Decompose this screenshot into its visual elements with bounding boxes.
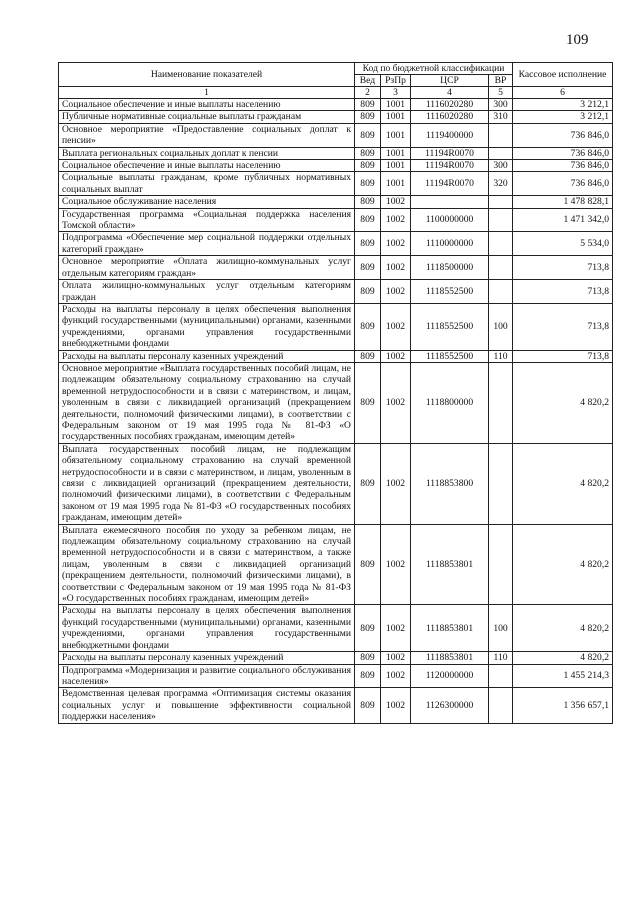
table-row: [59, 160, 613, 172]
row-rzpr: 1002: [381, 350, 411, 362]
row-rzpr: 1001: [381, 172, 411, 196]
row-vr: 320: [489, 172, 513, 196]
table-row: [59, 605, 613, 652]
table-row: [59, 362, 613, 443]
row-ved: 809: [355, 196, 381, 208]
row-vr: [489, 196, 513, 208]
row-sum: 736 846,0: [513, 160, 613, 172]
row-rzpr: 1002: [381, 362, 411, 443]
row-sum: 1 455 214,3: [513, 664, 613, 688]
row-csr: 1100000000: [411, 208, 489, 232]
row-csr: 1118853801: [411, 524, 489, 605]
row-csr: 1116020280: [411, 111, 489, 123]
row-vr: [489, 147, 513, 159]
row-vr: 300: [489, 160, 513, 172]
row-ved: 809: [355, 303, 381, 350]
row-name: Социальное обеспечение и иные выплаты населению: [59, 99, 355, 111]
row-sum: 4 820,2: [513, 605, 613, 652]
row-name: Выплата государственных пособий лицам, не подлежащим обязательному социальному страхованию на случай временной нетрудоспособности и в связи с материнством, и лицам, уволенным в связи с ликвидацией организаций (прекращением деятельности, полномочий физическими лицами), в соответствии с Федеральным законом от 19 мая 1995 года № 81-ФЗ «О государственных пособиях гражданам, имеющим детей»: [59, 443, 355, 524]
row-csr: 11194R0070: [411, 147, 489, 159]
row-ved: 809: [355, 664, 381, 688]
row-vr: [489, 688, 513, 723]
row-sum: 713,8: [513, 280, 613, 304]
row-csr: 1110000000: [411, 232, 489, 256]
row-ved: 809: [355, 123, 381, 147]
row-csr: 1118800000: [411, 362, 489, 443]
row-vr: [489, 123, 513, 147]
row-ved: 809: [355, 688, 381, 723]
row-ved: 809: [355, 160, 381, 172]
page-number: 109: [566, 32, 589, 48]
row-vr: [489, 208, 513, 232]
row-name: Расходы на выплаты персоналу казенных учреждений: [59, 652, 355, 664]
row-vr: 110: [489, 350, 513, 362]
row-ved: 809: [355, 605, 381, 652]
table-row: [59, 147, 613, 159]
header-sum: Кассовое исполнение: [513, 63, 613, 87]
header-name: Наименование показателей: [59, 63, 355, 87]
header-csr: ЦСР: [411, 75, 489, 87]
row-csr: 1119400000: [411, 123, 489, 147]
row-name: Подпрограмма «Модернизация и развитие социального обслуживания населения»: [59, 664, 355, 688]
row-vr: [489, 232, 513, 256]
row-ved: 809: [355, 280, 381, 304]
row-name: Основное мероприятие «Оплата жилищно-коммунальных услуг отдельным категориям граждан»: [59, 256, 355, 280]
row-sum: 713,8: [513, 350, 613, 362]
row-sum: 4 820,2: [513, 524, 613, 605]
row-csr: 1116020280: [411, 99, 489, 111]
row-vr: [489, 664, 513, 688]
row-ved: 809: [355, 99, 381, 111]
row-rzpr: 1002: [381, 652, 411, 664]
row-rzpr: 1001: [381, 111, 411, 123]
row-ved: 809: [355, 111, 381, 123]
row-ved: 809: [355, 350, 381, 362]
table-row: [59, 350, 613, 362]
header-vr: ВР: [489, 75, 513, 87]
header-code-group: Код по бюджетной классификации: [355, 63, 513, 75]
row-vr: [489, 280, 513, 304]
row-vr: 300: [489, 99, 513, 111]
table-row: [59, 303, 613, 350]
budget-table: [58, 62, 613, 724]
row-name: Социальное обслуживание населения: [59, 196, 355, 208]
row-ved: 809: [355, 524, 381, 605]
row-name: Государственная программа «Социальная поддержка населения Томской области»: [59, 208, 355, 232]
row-csr: 1120000000: [411, 664, 489, 688]
row-sum: 3 212,1: [513, 111, 613, 123]
row-sum: 736 846,0: [513, 123, 613, 147]
row-csr: 1118853801: [411, 652, 489, 664]
row-vr: 310: [489, 111, 513, 123]
row-csr: 1118552500: [411, 303, 489, 350]
row-vr: 100: [489, 303, 513, 350]
row-name: Социальные выплаты гражданам, кроме публичных нормативных социальных выплат: [59, 172, 355, 196]
row-ved: 809: [355, 232, 381, 256]
row-name: Расходы на выплаты персоналу в целях обеспечения выполнения функций государственными (муниципальными) органами, казенными учреждениями, органами управления государственными внебюджетными фондами: [59, 605, 355, 652]
row-name: Расходы на выплаты персоналу в целях обеспечения выполнения функций государственными (муниципальными) органами, казенными учреждениями, органами управления государственными внебюджетными фондами: [59, 303, 355, 350]
row-csr: 1126300000: [411, 688, 489, 723]
row-vr: [489, 256, 513, 280]
row-ved: 809: [355, 256, 381, 280]
row-sum: 736 846,0: [513, 172, 613, 196]
table-row: [59, 443, 613, 524]
row-ved: 809: [355, 362, 381, 443]
row-csr: 11194R0070: [411, 160, 489, 172]
row-csr: 1118552500: [411, 350, 489, 362]
row-rzpr: 1002: [381, 280, 411, 304]
row-sum: 4 820,2: [513, 652, 613, 664]
row-rzpr: 1002: [381, 208, 411, 232]
row-rzpr: 1002: [381, 524, 411, 605]
row-rzpr: 1001: [381, 99, 411, 111]
row-rzpr: 1002: [381, 688, 411, 723]
row-name: Ведомственная целевая программа «Оптимизация системы оказания социальных услуг и повышение эффективности социальной поддержки населения»: [59, 688, 355, 723]
row-sum: 1 471 342,0: [513, 208, 613, 232]
row-sum: 736 846,0: [513, 147, 613, 159]
row-rzpr: 1001: [381, 160, 411, 172]
header-num-3: 3: [381, 87, 411, 99]
table-row: [59, 688, 613, 723]
table-row: [59, 208, 613, 232]
row-name: Подпрограмма «Обеспечение мер социальной поддержки отдельных категорий граждан»: [59, 232, 355, 256]
header-num-2: 2: [355, 87, 381, 99]
row-ved: 809: [355, 147, 381, 159]
header-rzpr: РзПр: [381, 75, 411, 87]
table-row: [59, 280, 613, 304]
table-row: [59, 524, 613, 605]
row-sum: 4 820,2: [513, 443, 613, 524]
row-sum: 3 212,1: [513, 99, 613, 111]
row-sum: 5 534,0: [513, 232, 613, 256]
row-ved: 809: [355, 652, 381, 664]
row-vr: 110: [489, 652, 513, 664]
table-row: [59, 256, 613, 280]
row-name: Выплата региональных социальных доплат к пенсии: [59, 147, 355, 159]
table-row: [59, 172, 613, 196]
row-rzpr: 1001: [381, 123, 411, 147]
row-csr: 1118500000: [411, 256, 489, 280]
row-csr: [411, 196, 489, 208]
row-sum: 713,8: [513, 303, 613, 350]
row-name: Оплата жилищно-коммунальных услуг отдельным категориям граждан: [59, 280, 355, 304]
table-body: [59, 99, 613, 724]
row-vr: 100: [489, 605, 513, 652]
row-sum: 713,8: [513, 256, 613, 280]
row-rzpr: 1002: [381, 605, 411, 652]
row-csr: 11194R0070: [411, 172, 489, 196]
row-sum: 1 356 657,1: [513, 688, 613, 723]
table-row: [59, 99, 613, 111]
row-csr: 1118853801: [411, 605, 489, 652]
row-vr: [489, 362, 513, 443]
row-sum: 1 478 828,1: [513, 196, 613, 208]
row-rzpr: 1002: [381, 232, 411, 256]
row-csr: 1118552500: [411, 280, 489, 304]
table-row: [59, 232, 613, 256]
row-rzpr: 1002: [381, 664, 411, 688]
row-name: Основное мероприятие «Выплата государственных пособий лицам, не подлежащим обязательному социальному страхованию на случай временной нетрудоспособности и в связи с материнством, и лицам, уволенным в связи с ликвидацией организаций (прекращением деятельности, полномочий физическими лицами), в соответствии с Федеральным законом от 19 мая 1995 года № 81-ФЗ «О государственных пособиях гражданам, имеющим детей»: [59, 362, 355, 443]
row-sum: 4 820,2: [513, 362, 613, 443]
row-ved: 809: [355, 443, 381, 524]
row-name: Социальное обеспечение и иные выплаты населению: [59, 160, 355, 172]
row-vr: [489, 443, 513, 524]
table-row: [59, 664, 613, 688]
header-num-4: 4: [411, 87, 489, 99]
row-csr: 1118853800: [411, 443, 489, 524]
row-rzpr: 1002: [381, 443, 411, 524]
row-name: Основное мероприятие «Предоставление социальных доплат к пенсии»: [59, 123, 355, 147]
table-row: [59, 111, 613, 123]
row-name: Публичные нормативные социальные выплаты гражданам: [59, 111, 355, 123]
row-rzpr: 1002: [381, 303, 411, 350]
header-ved: Вед: [355, 75, 381, 87]
row-ved: 809: [355, 208, 381, 232]
row-rzpr: 1002: [381, 256, 411, 280]
row-name: Выплата ежемесячного пособия по уходу за ребенком лицам, не подлежащим обязательному социальному страхованию на случай временной нетрудоспособности и в связи с материнством, а также лицам, уволенным в связи с ликвидацией организаций (прекращением деятельности, полномочий физическими лицами), в соответствии с Федеральным законом от 19 мая 1995 года № 81-ФЗ «О государственных пособиях гражданам, имеющим детей»: [59, 524, 355, 605]
table-row: [59, 123, 613, 147]
row-vr: [489, 524, 513, 605]
table-row: [59, 196, 613, 208]
row-rzpr: 1001: [381, 147, 411, 159]
header-num-1: 1: [59, 87, 355, 99]
header-num-6: 6: [513, 87, 613, 99]
row-name: Расходы на выплаты персоналу казенных учреждений: [59, 350, 355, 362]
header-num-5: 5: [489, 87, 513, 99]
row-rzpr: 1002: [381, 196, 411, 208]
row-ved: 809: [355, 172, 381, 196]
table-row: [59, 652, 613, 664]
